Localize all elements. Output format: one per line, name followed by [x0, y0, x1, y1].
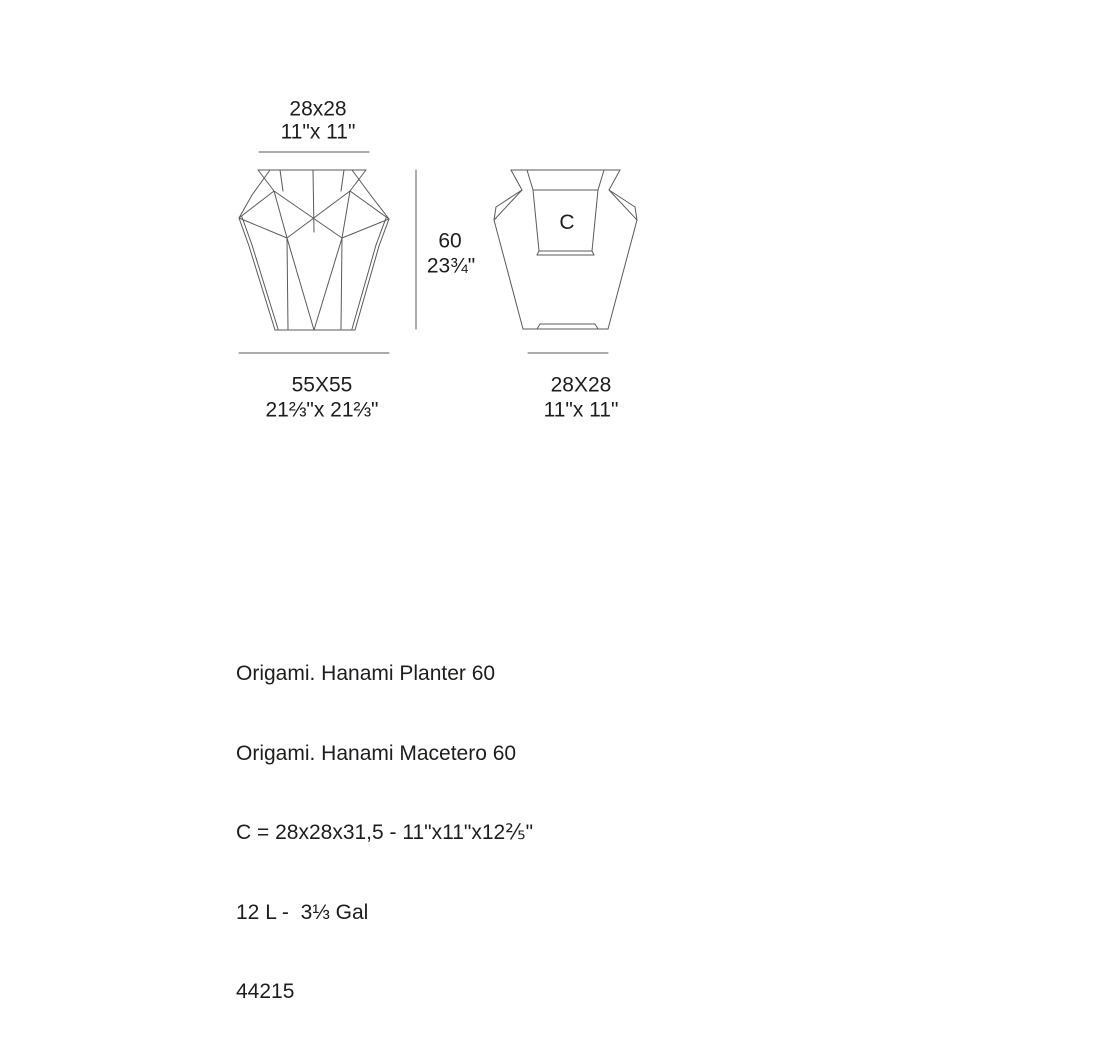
top-dimension-imperial: 11"x 11" [280, 120, 356, 144]
dimension-lines [239, 152, 608, 353]
front-view-drawing [494, 170, 637, 329]
reference-number: 44215 [236, 980, 295, 1003]
capacity: 12 L - 3⅓ Gal [236, 900, 369, 924]
perspective-view-drawing [239, 170, 389, 330]
base-left-dimension-metric: 55X55 [291, 373, 353, 397]
product-info-block [236, 608, 533, 1059]
product-name-en: Origami. Hanami Planter 60 [236, 662, 496, 685]
base-right-dimension-imperial: 11"x 11" [543, 398, 619, 422]
inner-container-label: C [559, 211, 575, 234]
base-right-dimension-metric: 28X28 [550, 373, 612, 397]
base-left-dimension-imperial: 21⅔"x 21⅔" [265, 398, 379, 422]
top-dimension-metric: 28x28 [289, 97, 347, 121]
inner-container-dimensions: C = 28x28x31,5 - 11"x11"x12⅖" [236, 821, 534, 844]
height-dimension-imperial: 23¾" [426, 254, 476, 278]
height-dimension-metric: 60 [438, 229, 462, 253]
product-name-es: Origami. Hanami Macetero 60 [236, 741, 517, 765]
